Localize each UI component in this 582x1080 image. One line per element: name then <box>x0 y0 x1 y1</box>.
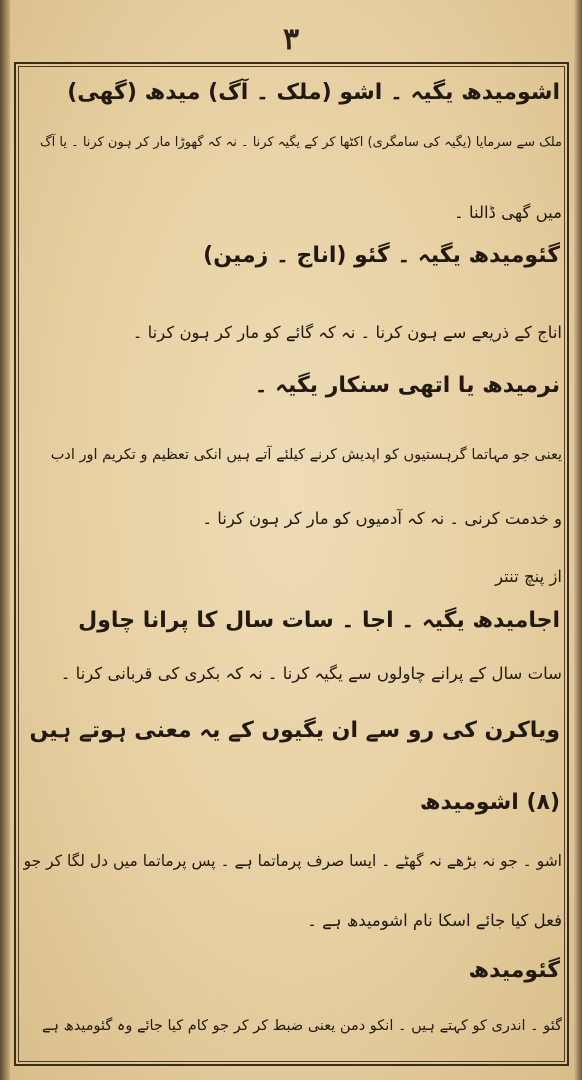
heading-ashwamedh-yagya: اشومیدھ یگیہ ۔ اشو (ملک ۔ آگ) میدھ (گھی) <box>67 80 560 105</box>
subheading-ashwamedh: (۸) اشومیدھ <box>419 790 560 815</box>
text-line: فعل کیا جائے اسکا نام اشومیدھ ہے ۔ <box>307 911 562 930</box>
text-line: سات سال کے پرانے چاولوں سے یگیہ کرنا ۔ نہ کہ بکری کی قربانی کرنا ۔ <box>60 664 562 683</box>
text-line: گئو ۔ اندری کو کہتے ہیں ۔ انکو دمن یعنی ضبط کر کر جو کام کیا جائے وہ گئومیدھ ہے <box>41 1018 562 1034</box>
text-line: یعنی جو مہاتما گرہستیوں کو اپدیش کرنے کیلئے آتے ہیں انکی تعظیم و تکریم اور ادب <box>50 447 562 463</box>
page-number: ۳ <box>282 22 300 57</box>
page-right-edge-shadow <box>574 0 582 1080</box>
text-line: و خدمت کرنی ۔ نہ کہ آدمیوں کو مار کر ہون کرنا ۔ <box>202 509 562 528</box>
source-note: از پنچ تنتر <box>495 567 562 586</box>
text-line: میں گھی ڈالنا ۔ <box>454 203 562 222</box>
subheading-gaumedh: گئومیدھ <box>468 958 560 983</box>
heading-gaumedh-yagya: گئومیدھ یگیہ ۔ گئو (اناج ۔ زمین) <box>203 243 560 268</box>
heading-vyakaran-meanings: ویاکرن کی رو سے ان یگیوں کے یہ معنی ہوتے ہیں <box>29 718 560 743</box>
heading-narmedh-yagya: نرمیدھ یا اتھی سنکار یگیہ ۔ <box>254 373 560 398</box>
text-line: اشو ۔ جو نہ بڑھے نہ گھٹے ۔ ایسا صرف پرماتما ہے ۔ پس پرماتما میں دل لگا کر جو <box>23 852 562 870</box>
text-line: اناج کے ذریعے سے ہون کرنا ۔ نہ کہ گائے کو مار کر ہون کرنا ۔ <box>132 323 562 342</box>
page-left-edge-shadow <box>0 0 10 1080</box>
heading-ajamedh-yagya: اجامیدھ یگیہ ۔ اجا ۔ سات سال کا پرانا چاول <box>78 608 560 633</box>
text-line: ملک سے سرمایا (یگیہ کی سامگری) اکٹھا کر کے یگیہ کرنا ۔ نہ کہ گھوڑا مار کر ہون کرنا ۔ یا آگ <box>39 135 562 150</box>
